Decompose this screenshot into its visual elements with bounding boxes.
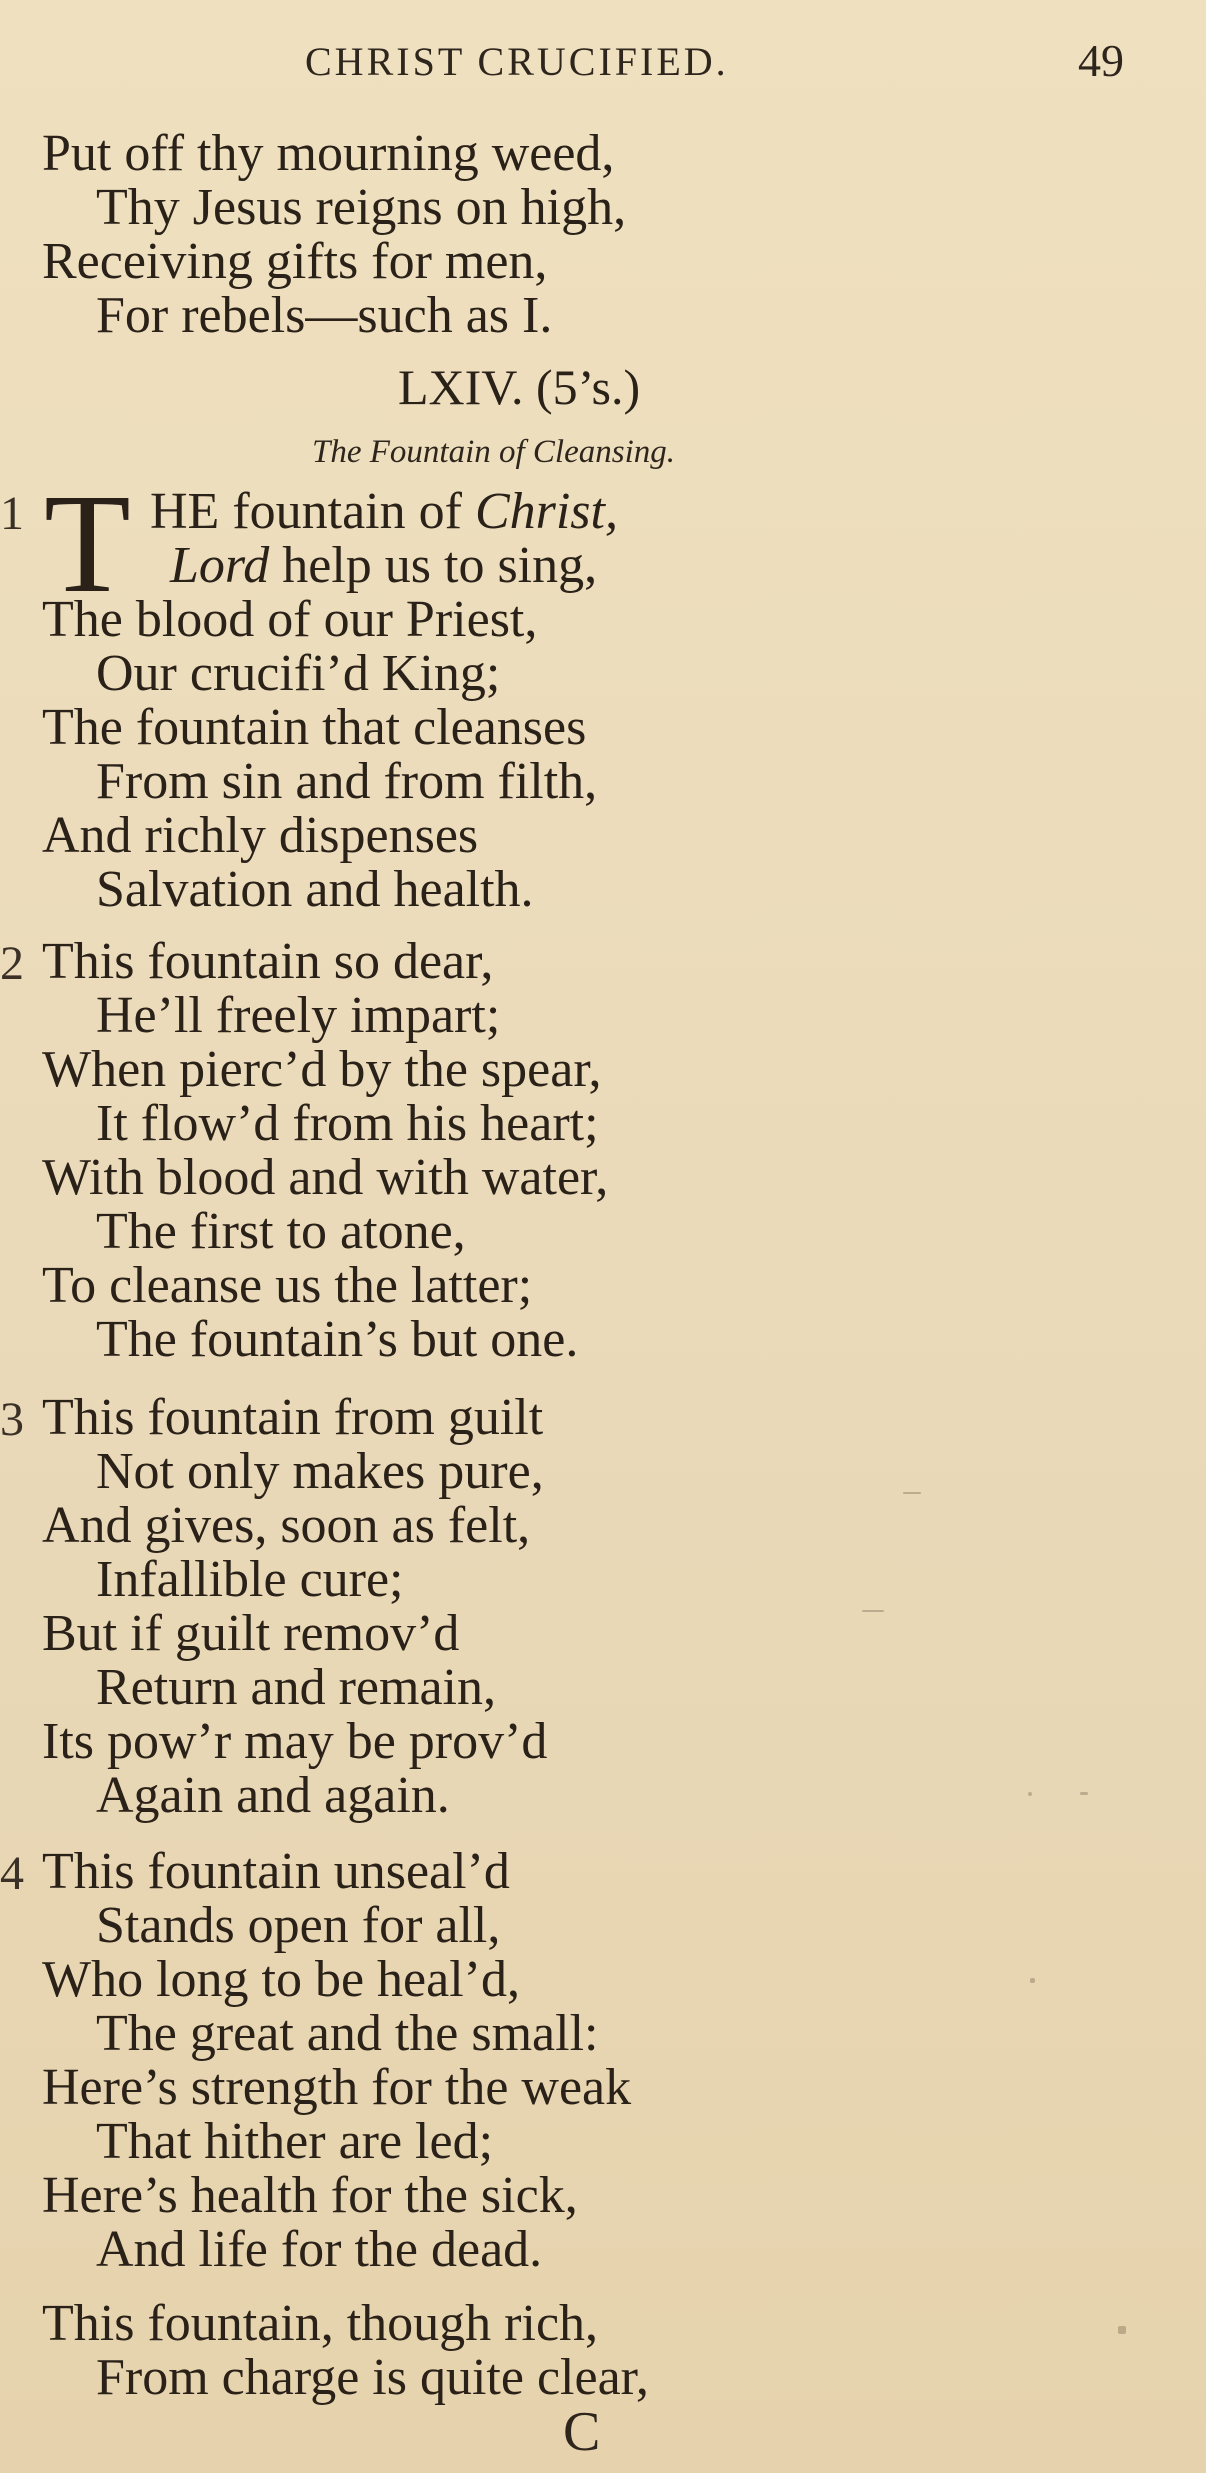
second-line-italic: Lord xyxy=(170,537,270,594)
poem-line: This fountain unseal’d xyxy=(42,1843,510,1900)
poem-line: And life for the dead. xyxy=(96,2221,543,2278)
poem-line: Receiving gifts for men, xyxy=(42,233,548,290)
poem-line: Stands open for all, xyxy=(96,1897,501,1954)
page-number: 49 xyxy=(1078,35,1124,86)
poem-line xyxy=(170,537,598,594)
poem-line: But if guilt remov’d xyxy=(42,1605,460,1662)
poem-line: With blood and with water, xyxy=(42,1149,609,1206)
poem-line: Infallible cure; xyxy=(96,1551,404,1608)
paper-speck xyxy=(903,1492,921,1494)
poem-line: Its pow’r may be prov’d xyxy=(42,1713,548,1770)
poem-line: The first to atone, xyxy=(96,1203,466,1260)
verse-number: 2 xyxy=(0,937,24,990)
poem-line: Who long to be heal’d, xyxy=(42,1951,520,2008)
poem-line: Again and again. xyxy=(96,1767,450,1824)
second-line-text: help us to sing, xyxy=(269,537,598,594)
poem-line xyxy=(150,483,618,540)
poem-line: Here’s strength for the weak xyxy=(42,2059,632,2116)
poem-line: This fountain so dear, xyxy=(42,933,494,990)
poem-line: Return and remain, xyxy=(96,1659,496,1716)
poem-line: The fountain’s but one. xyxy=(96,1311,579,1368)
poem-line: Thy Jesus reigns on high, xyxy=(96,179,627,236)
poem-line: From sin and from filth, xyxy=(96,753,598,810)
poem-line: This fountain, though rich, xyxy=(42,2295,599,2352)
paper-speck xyxy=(1028,1792,1032,1796)
poem-line: Not only makes pure, xyxy=(96,1443,544,1500)
paper-speck xyxy=(1118,2326,1126,2334)
poem-line: Put off thy mourning weed, xyxy=(42,125,615,182)
verse-number: 1 xyxy=(0,487,24,540)
signature-mark: C xyxy=(563,2401,601,2463)
poem-line: He’ll freely impart; xyxy=(96,987,501,1044)
paper-speck xyxy=(862,1610,884,1612)
first-line-text: HE fountain of xyxy=(150,483,475,540)
poem-line: From charge is quite clear, xyxy=(96,2349,649,2406)
poem-line: To cleanse us the latter; xyxy=(42,1257,533,1314)
poem-line: It flow’d from his heart; xyxy=(96,1095,599,1152)
first-line-italic: Christ, xyxy=(474,483,618,540)
poem-line: The blood of our Priest, xyxy=(42,591,538,648)
poem-line: Here’s health for the sick, xyxy=(42,2167,578,2224)
hymn-number: LXIV. (5’s.) xyxy=(398,359,641,415)
running-title: CHRIST CRUCIFIED. xyxy=(305,39,729,84)
poem-line: The great and the small: xyxy=(96,2005,599,2062)
poem-line: For rebels—such as I. xyxy=(96,287,553,344)
poem-line: Our crucifi’d King; xyxy=(96,645,501,702)
poem-line: This fountain from guilt xyxy=(42,1389,544,1446)
poem-line: Salvation and health. xyxy=(96,861,534,918)
paper-speck xyxy=(1030,1978,1035,1983)
poem-line: When pierc’d by the spear, xyxy=(42,1041,602,1098)
paper-speck xyxy=(1080,1792,1088,1795)
hymn-title: The Fountain of Cleansing. xyxy=(312,434,675,470)
drop-cap: T xyxy=(44,464,131,622)
poem-line: That hither are led; xyxy=(96,2113,494,2170)
poem-line: And richly dispenses xyxy=(42,807,479,864)
verse-number: 4 xyxy=(0,1847,24,1900)
verse-number: 3 xyxy=(0,1393,24,1446)
poem-line: And gives, soon as felt, xyxy=(42,1497,531,1554)
poem-line: The fountain that cleanses xyxy=(42,699,587,756)
